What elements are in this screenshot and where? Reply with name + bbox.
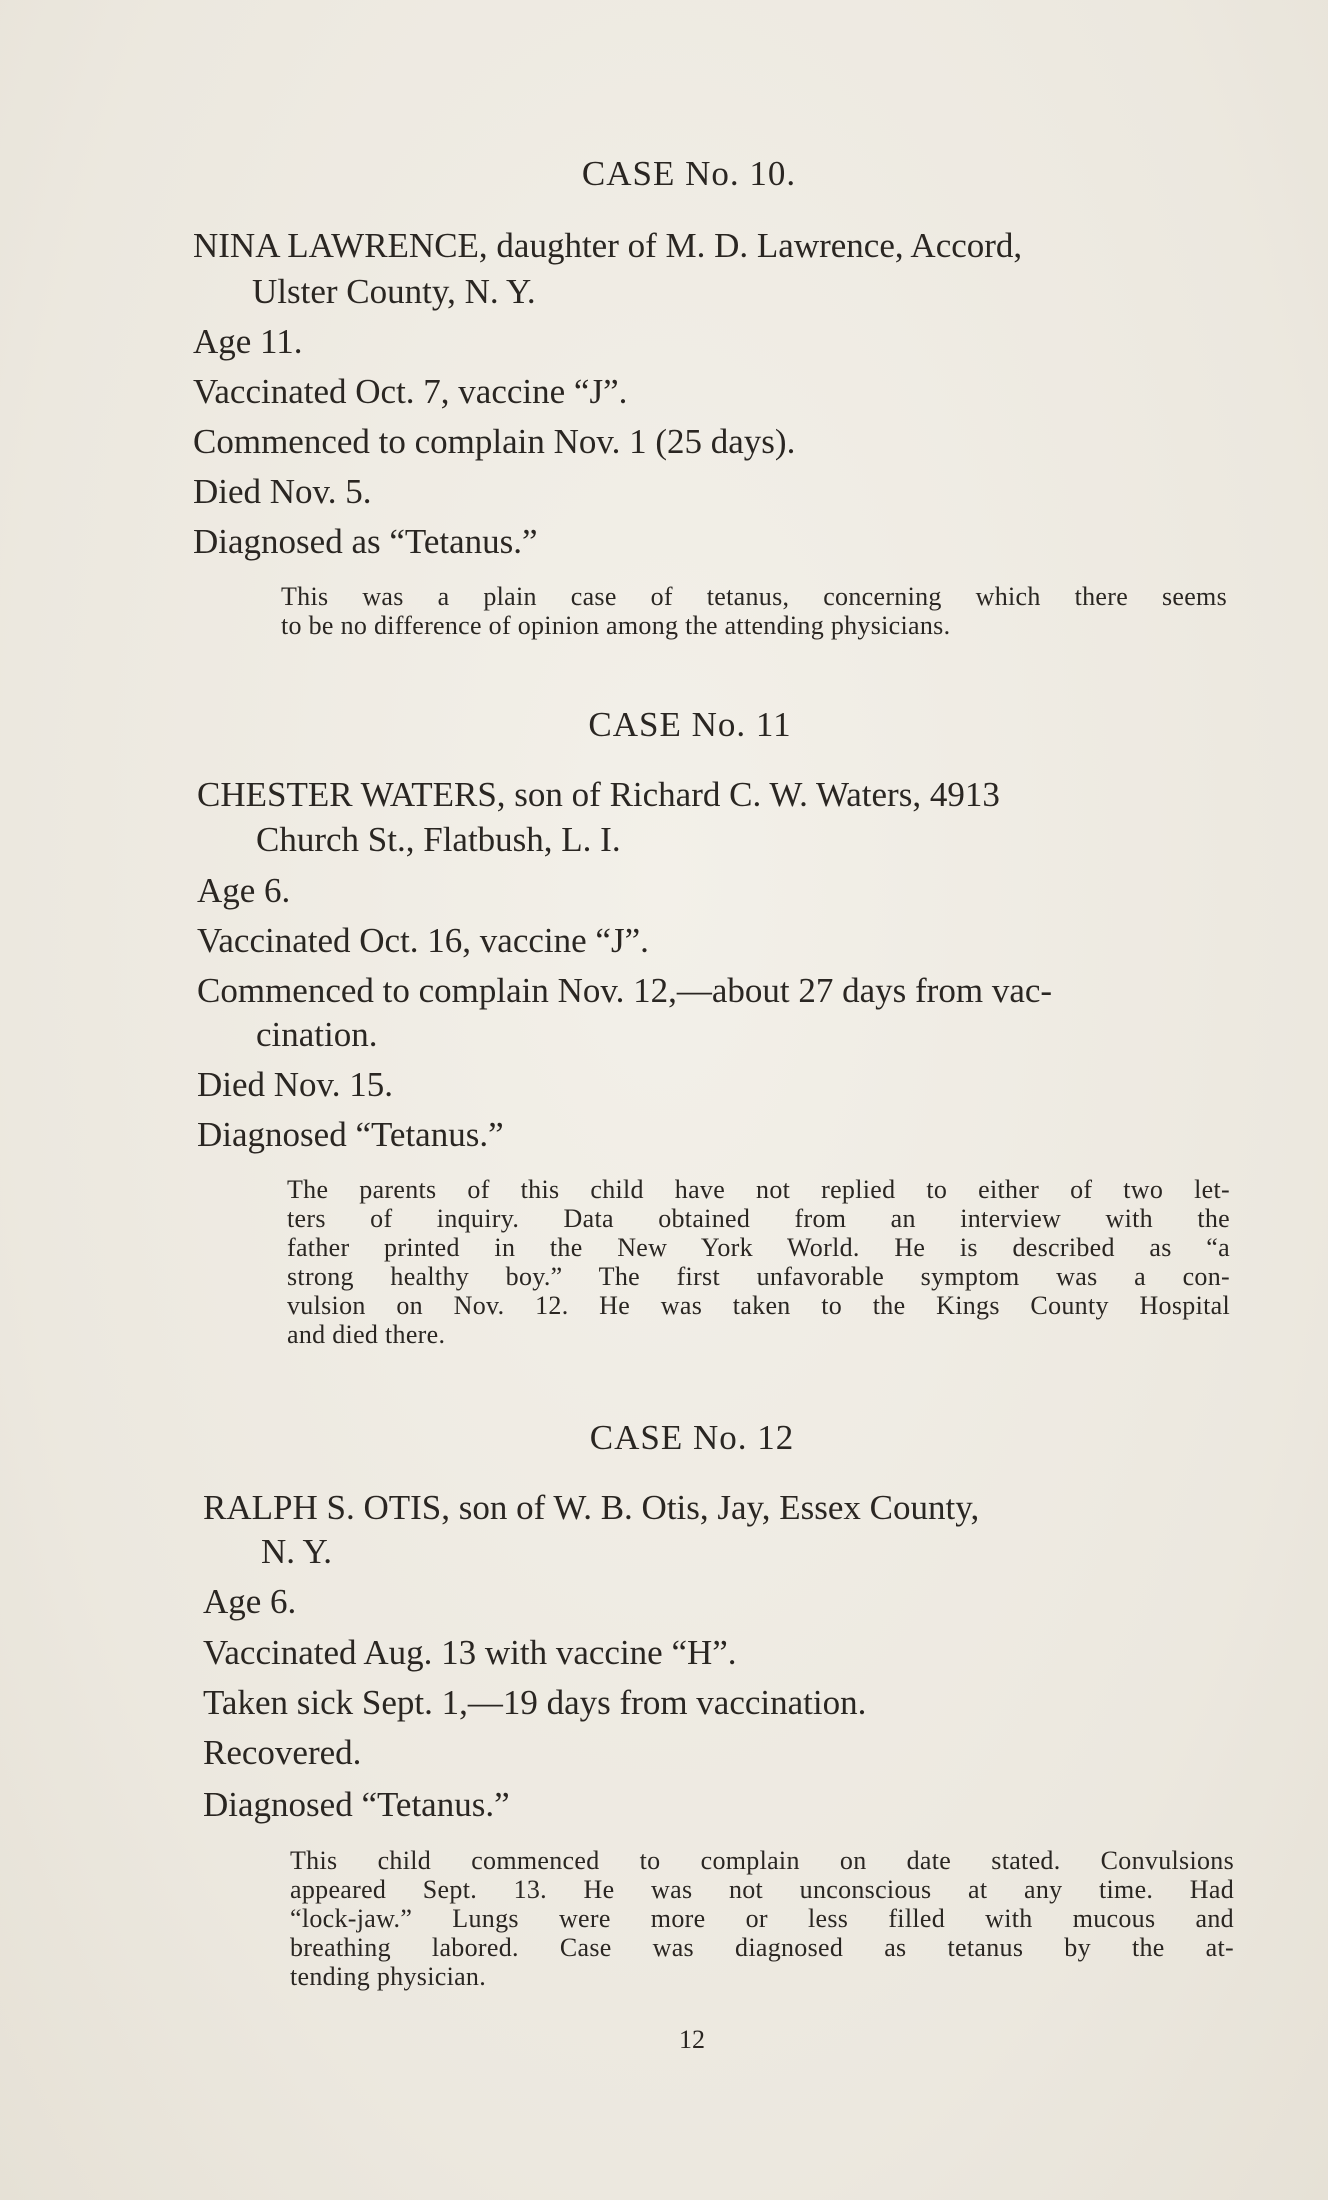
patient-address: Church St., Flatbush, L. I. [256, 820, 621, 859]
case-heading: CASE No. 10. [581, 154, 797, 193]
note-line: appeared Sept. 13. He was not unconscious at any time. Had [290, 1875, 1234, 1904]
onset-date: Taken sick Sept. 1,—19 days from vaccination. [203, 1683, 867, 1722]
page-number: 12 [679, 2025, 705, 2054]
diagnosis: Diagnosed “Tetanus.” [197, 1115, 504, 1154]
patient-address: Ulster County, N. Y. [252, 272, 536, 311]
diagnosis: Diagnosed “Tetanus.” [203, 1785, 510, 1824]
note-line: vulsion on Nov. 12. He was taken to the Kings County Hospital [287, 1291, 1230, 1320]
vaccination-date: Vaccinated Oct. 16, vaccine “J”. [197, 921, 649, 960]
onset-date: Commenced to complain Nov. 1 (25 days). [193, 422, 796, 461]
patient-name: NINA LAWRENCE, daughter of M. D. Lawrence, Accord, [193, 226, 1023, 265]
note-line: tending physician. [290, 1962, 487, 1991]
note-line: breathing labored. Case was diagnosed as tetanus by the at- [290, 1933, 1234, 1962]
case-note [290, 1846, 1234, 1991]
outcome: Died Nov. 15. [197, 1065, 394, 1104]
note-line: strong healthy boy.” The first unfavorable symptom was a con- [287, 1262, 1230, 1291]
outcome: Recovered. [203, 1733, 362, 1772]
onset-date: Commenced to complain Nov. 12,—about 27 days from vac- [197, 971, 1053, 1010]
note-line: This was a plain case of tetanus, concerning which there seems [281, 582, 1227, 611]
vaccination-date: Vaccinated Aug. 13 with vaccine “H”. [203, 1633, 737, 1672]
note-line: “lock-jaw.” Lungs were more or less filled with mucous and [290, 1904, 1234, 1933]
note-line: ters of inquiry. Data obtained from an interview with the [287, 1204, 1230, 1233]
case-note [287, 1175, 1230, 1349]
patient-age: Age 6. [203, 1582, 297, 1621]
note-line: father printed in the New York World. He is described as “a [287, 1233, 1230, 1262]
note-line: to be no difference of opinion among the attending physicians. [281, 611, 951, 640]
patient-address: N. Y. [261, 1532, 332, 1571]
outcome: Died Nov. 5. [193, 472, 372, 511]
case-note [281, 582, 1227, 640]
onset-date-continued: cination. [256, 1015, 378, 1054]
note-line: The parents of this child have not replied to either of two let- [287, 1175, 1230, 1204]
patient-name: CHESTER WATERS, son of Richard C. W. Waters, 4913 [197, 775, 1000, 814]
patient-name: RALPH S. OTIS, son of W. B. Otis, Jay, Essex County, [203, 1488, 980, 1527]
patient-age: Age 11. [193, 322, 303, 361]
patient-age: Age 6. [197, 871, 291, 910]
note-line: This child commenced to complain on date stated. Convulsions [290, 1846, 1234, 1875]
case-heading: CASE No. 11 [588, 705, 792, 744]
note-line: and died there. [287, 1320, 446, 1349]
case-heading: CASE No. 12 [589, 1418, 795, 1457]
diagnosis: Diagnosed as “Tetanus.” [193, 522, 538, 561]
vaccination-date: Vaccinated Oct. 7, vaccine “J”. [193, 372, 628, 411]
